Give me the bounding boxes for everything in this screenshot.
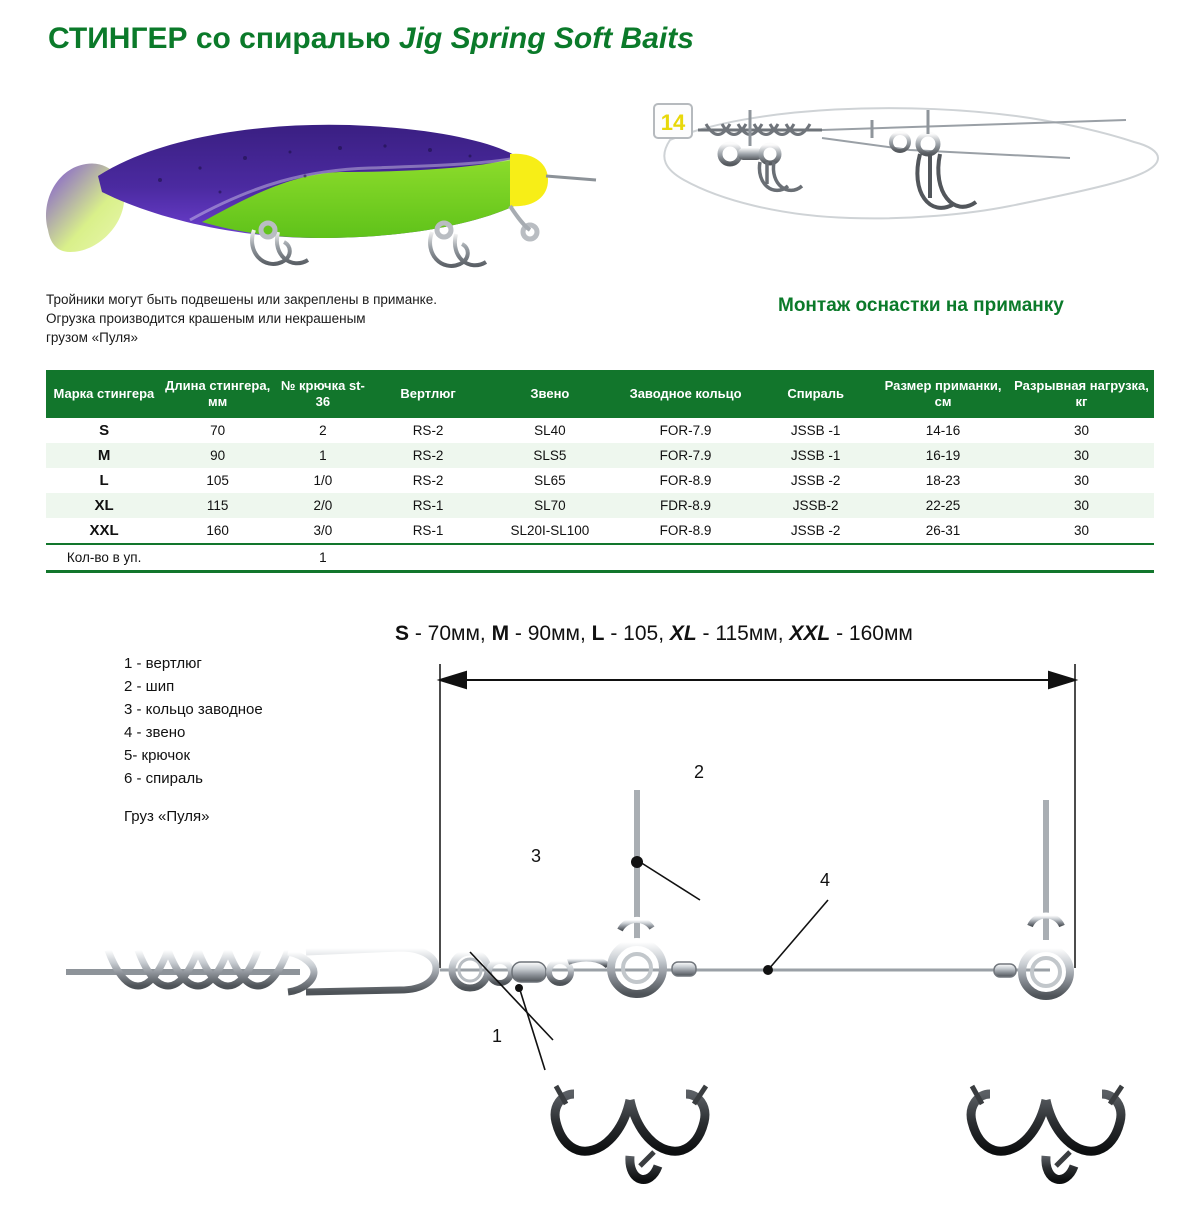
mid-assembly — [611, 790, 696, 994]
size-value-xl: - 115мм, — [696, 622, 790, 645]
cell-brand: L — [46, 468, 162, 493]
page-title-cyrillic: СТИНГЕР со спиралью — [48, 22, 399, 55]
notes-block — [46, 290, 566, 347]
cell-total-spacer-5 — [755, 544, 877, 572]
hook-size-tag — [654, 104, 692, 138]
size-value-m: - 90мм, — [509, 622, 592, 645]
legend-item-6: 6 - спираль — [124, 770, 203, 787]
table-row — [46, 418, 1154, 443]
col-header-swivel: Вертлюг — [373, 370, 484, 418]
col-header-hook-number: № крючка st-36 — [273, 370, 373, 418]
spec-table — [46, 370, 1154, 573]
lure-head-weight — [510, 154, 548, 207]
table-row — [46, 443, 1154, 468]
cell-length: 70 — [162, 418, 273, 443]
cell-total-spacer-2 — [373, 544, 484, 572]
size-label-s: S — [395, 622, 410, 645]
notes-line-3: грузом «Пуля» — [46, 330, 138, 345]
cell-ring: FOR-8.9 — [616, 518, 754, 544]
col-header-brand: Марка стингера — [46, 370, 162, 418]
cell-length: 90 — [162, 443, 273, 468]
table-total-row — [46, 544, 1154, 572]
legend-item-5: 5- крючок — [124, 747, 191, 764]
cell-total-spacer-6 — [877, 544, 1010, 572]
cell-load: 30 — [1009, 468, 1153, 493]
col-header-breaking-load: Разрывная нагрузка, кг — [1009, 370, 1153, 418]
cell-total-label: Кол-во в уп. — [46, 544, 162, 572]
cell-total-value: 1 — [273, 544, 373, 572]
notes-line-2: Огрузка производится крашеным или некрашеным — [46, 311, 366, 326]
cell-swivel: RS-1 — [373, 493, 484, 518]
bullet-weight-spiral — [66, 950, 314, 992]
mid-ring-inner — [623, 954, 651, 982]
cell-hook: 2 — [273, 418, 373, 443]
rig-photo — [610, 80, 1170, 270]
legend-weight-note: Груз «Пуля» — [124, 808, 210, 825]
cell-length: 105 — [162, 468, 273, 493]
lure-head-link — [510, 206, 530, 230]
cell-swivel: RS-1 — [373, 518, 484, 544]
rear-assembly — [994, 800, 1070, 996]
cell-spiral: JSSB -2 — [755, 468, 877, 493]
cell-spiral: JSSB -1 — [755, 418, 877, 443]
size-label-xl: XL — [669, 622, 697, 645]
cell-link: SL65 — [483, 468, 616, 493]
cell-total-spacer-3 — [483, 544, 616, 572]
cell-link: SL70 — [483, 493, 616, 518]
col-header-spiral: Спираль — [755, 370, 877, 418]
cell-swivel: RS-2 — [373, 443, 484, 468]
lure-photo — [40, 80, 600, 270]
size-label-xxl: XXL — [789, 622, 831, 645]
page-title — [48, 22, 694, 56]
cell-ring: FOR-7.9 — [616, 443, 754, 468]
cell-ring: FOR-7.9 — [616, 418, 754, 443]
cell-hook: 3/0 — [273, 518, 373, 544]
cell-swivel: RS-2 — [373, 418, 484, 443]
lure-illustration — [40, 80, 600, 270]
cell-bait-size: 22-25 — [877, 493, 1010, 518]
cell-spiral: JSSB -2 — [755, 518, 877, 544]
legend-item-4: 4 - звено — [124, 724, 186, 741]
cell-hook: 1/0 — [273, 468, 373, 493]
size-label-l: L — [591, 622, 605, 645]
mid-sleeve — [672, 962, 696, 976]
table-row — [46, 493, 1154, 518]
cell-ring: FOR-8.9 — [616, 468, 754, 493]
spec-table-body — [46, 418, 1154, 572]
table-row — [46, 518, 1154, 544]
cell-load: 30 — [1009, 418, 1153, 443]
cell-bait-size: 16-19 — [877, 443, 1010, 468]
notes-line-1: Тройники могут быть подвешены или закреплены в приманке. — [46, 292, 437, 307]
callout-label-4: 4 — [820, 870, 831, 890]
cell-spiral: JSSB-2 — [755, 493, 877, 518]
callout-label-3: 3 — [531, 846, 542, 866]
cell-brand: S — [46, 418, 162, 443]
cell-ring: FDR-8.9 — [616, 493, 754, 518]
col-header-link: Звено — [483, 370, 616, 418]
cell-length: 160 — [162, 518, 273, 544]
callout-label-1: 1 — [492, 1026, 503, 1046]
cell-length: 115 — [162, 493, 273, 518]
cell-link: SLS5 — [483, 443, 616, 468]
callout-label-2: 2 — [694, 762, 705, 782]
legend-item-3: 3 - кольцо заводное — [124, 701, 263, 718]
size-label-m: M — [491, 622, 510, 645]
cell-brand: M — [46, 443, 162, 468]
cell-load: 30 — [1009, 493, 1153, 518]
cell-spiral: JSSB -1 — [755, 443, 877, 468]
cell-total-spacer-4 — [616, 544, 754, 572]
size-value-l: - 105, — [604, 622, 670, 645]
rear-treble-hook — [971, 996, 1121, 1179]
cell-brand: XL — [46, 493, 162, 518]
front-treble-hook — [555, 992, 705, 1179]
table-row — [46, 468, 1154, 493]
rear-sleeve — [994, 964, 1016, 977]
cell-load: 30 — [1009, 443, 1153, 468]
hook-size-tag-label: 14 — [660, 110, 686, 135]
rig-diagram-svg — [0, 600, 1200, 1200]
legend-item-2: 2 - шип — [124, 678, 175, 695]
cell-total-spacer-7 — [1009, 544, 1153, 572]
cell-link: SL40 — [483, 418, 616, 443]
size-value-xxl: - 160мм — [830, 622, 913, 645]
lure-wire — [546, 176, 596, 180]
col-header-bait-size: Размер приманки, см — [877, 370, 1010, 418]
snap-clasp — [306, 948, 436, 992]
cell-brand: XXL — [46, 518, 162, 544]
mount-caption: Монтаж оснастки на приманку — [778, 295, 1064, 316]
legend-item-1: 1 - вертлюг — [124, 655, 202, 672]
size-value-s: - 70мм, — [409, 622, 492, 645]
spec-table-wrapper — [46, 370, 1154, 573]
spec-table-header-row — [46, 370, 1154, 418]
cell-bait-size: 14-16 — [877, 418, 1010, 443]
cell-total-spacer-1 — [162, 544, 273, 572]
col-header-split-ring: Заводное кольцо — [616, 370, 754, 418]
rear-split-ring-inner — [1032, 958, 1060, 986]
rig-technical-diagram — [0, 600, 1200, 1200]
cell-hook: 2/0 — [273, 493, 373, 518]
col-header-length: Длина стингера, мм — [162, 370, 273, 418]
mid-ring — [611, 942, 663, 994]
dimension-line — [440, 664, 1075, 968]
rear-split-ring — [1022, 948, 1070, 996]
cell-swivel: RS-2 — [373, 468, 484, 493]
cell-load: 30 — [1009, 518, 1153, 544]
page-title-latin: Jig Spring Soft Baits — [398, 22, 694, 55]
cell-bait-size: 26-31 — [877, 518, 1010, 544]
rig-illustration — [610, 80, 1170, 270]
cell-hook: 1 — [273, 443, 373, 468]
cell-link: SL20I-SL100 — [483, 518, 616, 544]
cell-bait-size: 18-23 — [877, 468, 1010, 493]
